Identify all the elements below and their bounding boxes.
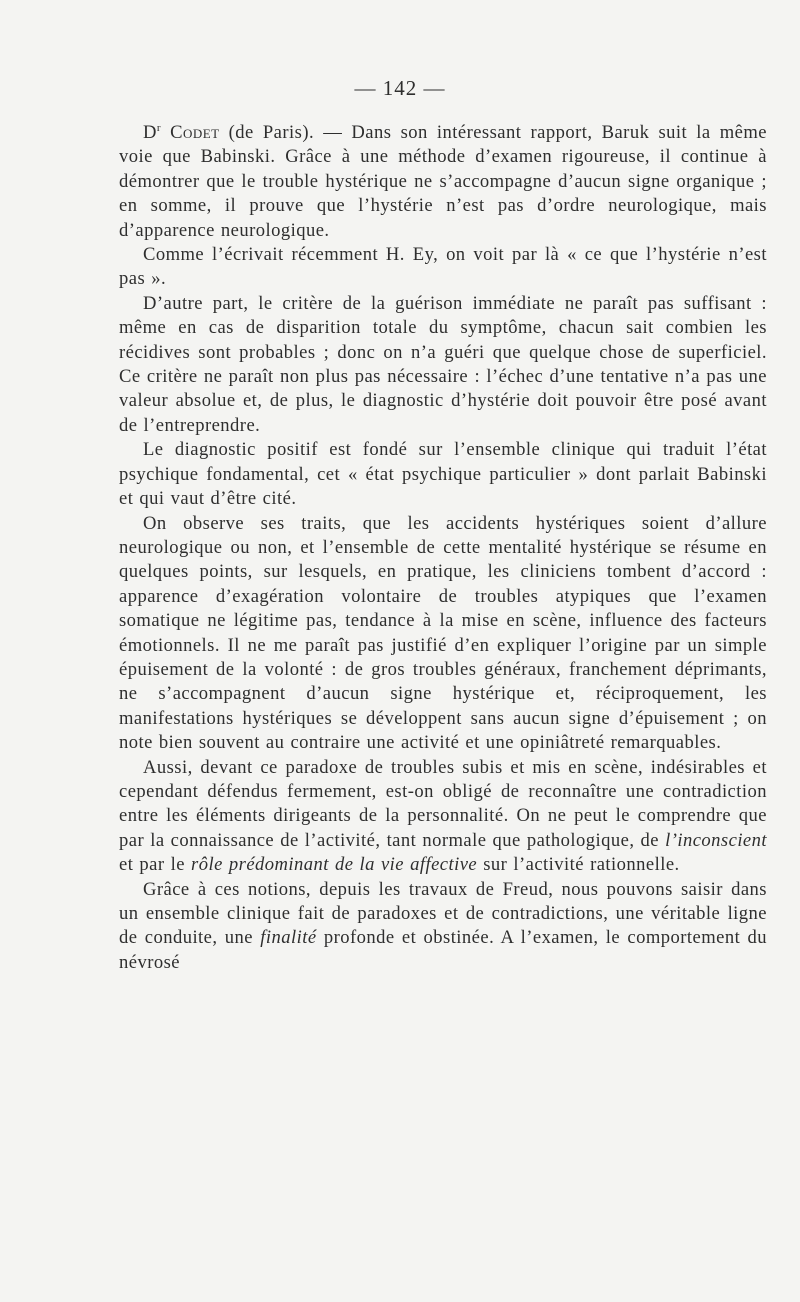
- paragraph-5: On observe ses traits, que les accidents hystériques soient d’allure neurologique ou non, et l’ensemble de cette mentalité hystérique se résume en quelques points, sur lesquels, en pratique, les cliniciens tombent d’accord : apparence d’exagération volontaire de troubles atypiques que l’examen somatique ne légitime pas, tendance à la mise en scène, influence des facteurs émotionnels. Il ne me paraît pas justifié d’en expliquer l’origine par un simple épuisement de la volonté : de gros troubles généraux, franchement déprimants, ne s’accompagnent d’aucun signe hystérique et, réciproquement, les manifestations hystériques se développent sans aucun signe d’épuisement ; on note bien souvent au contraire une activité et une opiniâtreté remarquables.: [119, 512, 767, 754]
- page-number: — 142 —: [354, 76, 446, 100]
- paragraph-4: Le diagnostic positif est fondé sur l’ensemble clinique qui traduit l’état psychique fondamental, cet « état psychique particulier » dont parlait Babinski et qui vaut d’être cité.: [119, 439, 767, 510]
- paragraph-6-text-a: Aussi, devant ce paradoxe de troubles subis et mis en scène, indésirables et cependant défendus fermement, est-on obligé de reconnaître une contradiction entre les éléments dirigeants de la personnalité. On ne peut le comprendre que par la connaissance de l’activité, tant normale que pathologique, de: [119, 756, 767, 851]
- body-text: [119, 121, 767, 975]
- paragraph-6-text-c: sur l’activité rationnelle.: [477, 854, 680, 876]
- paragraph-7: [119, 878, 767, 976]
- paragraph-7-text-b: profonde et obstinée. A l’examen, le comportement du névrosé: [119, 927, 767, 973]
- paragraph-2: Comme l’écrivait récemment H. Ey, on voit par là « ce que l’hystérie n’est pas ».: [119, 244, 767, 290]
- paragraph-7-text-a: Grâce à ces notions, depuis les travaux de Freud, nous pouvons saisir dans un ensemble clinique fait de paradoxes et de contradictions, une véritable ligne de conduite, une: [119, 878, 767, 949]
- paragraph-3: D’autre part, le critère de la guérison immédiate ne paraît pas suffisant : même en cas de disparition totale du symptôme, chacun sait combien les récidives sont probables ; donc on n’a guéri que quelque chose de superficiel. Ce critère ne paraît non plus pas nécessaire : l’échec d’une tentative n’a pas une valeur absolue et, de plus, le diagnostic d’hystérie doit pouvoir être posé avant de l’entreprendre.: [119, 292, 767, 436]
- paragraph-1-text: (de Paris). — Dans son intéressant rapport, Baruk suit la même voie que Babinski. Grâce à une méthode d’examen rigoureuse, il continue à démontrer que le trouble hystérique ne s’accompagne d’aucun signe organique ; en somme, il prouve que l’hystérie n’est pas d’ordre neurologique, mais d’apparence neurologique.: [119, 122, 767, 241]
- author-name: Codet: [170, 122, 220, 143]
- paragraph-1: [119, 121, 767, 243]
- italic-inconscient: l’inconscient: [665, 829, 767, 851]
- paragraph-6-text-b: et par le: [119, 854, 192, 876]
- paragraph-6: [119, 756, 767, 878]
- dr-superscript: r: [156, 121, 162, 134]
- dr-abbrev: D: [143, 122, 157, 143]
- italic-finalite: finalité: [260, 927, 317, 949]
- italic-role-predominant: rôle prédominant de la vie affective: [191, 854, 478, 876]
